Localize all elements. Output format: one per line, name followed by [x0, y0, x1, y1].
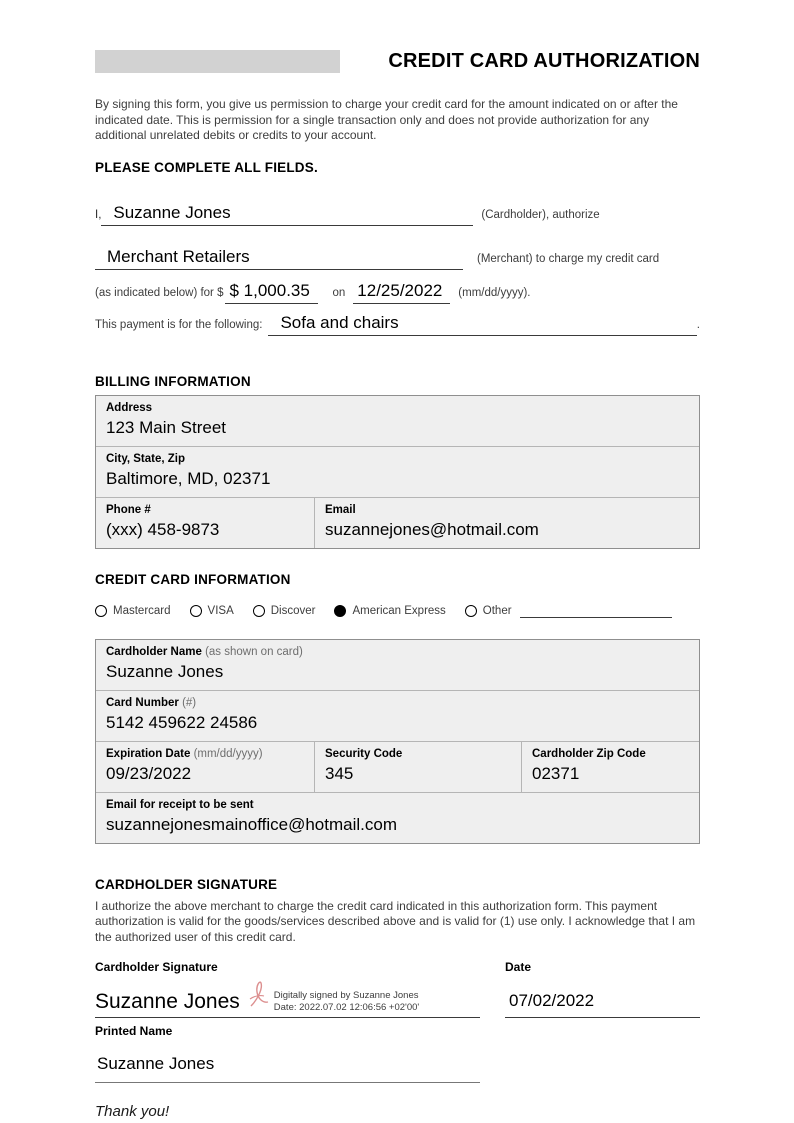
- card-number-value: 5142 459622 24586: [106, 712, 258, 732]
- table-row: [96, 741, 699, 792]
- printed-name-label: Printed Name: [95, 1024, 173, 1038]
- digital-signature-line2: Date: 2022.07.02 12:06:56 +02'00': [273, 1002, 420, 1013]
- digital-signature-text: [274, 990, 419, 1014]
- zip-code-label: Cardholder Zip Code: [532, 747, 646, 760]
- email-cell[interactable]: [314, 498, 699, 548]
- address-cell[interactable]: [96, 396, 699, 446]
- payment-for-label: This payment is for the following:: [95, 318, 263, 331]
- amount-line: [95, 281, 700, 304]
- merchant-name-field[interactable]: Merchant Retailers: [95, 247, 463, 270]
- cardholder-name-field[interactable]: Suzanne Jones: [101, 203, 473, 226]
- radio-icon[interactable]: [95, 605, 107, 617]
- payment-for-line: [95, 313, 700, 336]
- phone-cell[interactable]: [96, 498, 314, 548]
- cardholder-name-label: [106, 645, 689, 659]
- radio-label: VISA: [207, 604, 234, 617]
- radio-label: American Express: [352, 604, 446, 617]
- printed-name-value: Suzanne Jones: [97, 1054, 215, 1073]
- radio-visa[interactable]: [190, 605, 234, 617]
- signature-labels-row: [95, 960, 700, 974]
- radio-american-express[interactable]: [334, 605, 445, 617]
- email-value: suzannejones@hotmail.com: [325, 519, 539, 539]
- radio-label: Discover: [270, 604, 316, 617]
- receipt-email-value: suzannejonesmainoffice@hotmail.com: [106, 814, 397, 834]
- expiration-date-cell[interactable]: [96, 742, 314, 792]
- logo-placeholder: [95, 50, 340, 73]
- radio-icon[interactable]: [334, 605, 346, 617]
- amount-prefix: (as indicated below) for $: [95, 286, 224, 299]
- digital-signature-line1: Digitally signed by Suzanne Jones: [273, 990, 419, 1001]
- radio-icon[interactable]: [253, 605, 265, 617]
- phone-value: (xxx) 458-9873: [106, 519, 220, 539]
- table-row: [96, 792, 699, 843]
- amount-field[interactable]: $ 1,000.35: [225, 281, 318, 304]
- radio-icon[interactable]: [190, 605, 202, 617]
- printed-name-field[interactable]: [95, 1054, 480, 1083]
- receipt-email-cell[interactable]: [96, 793, 699, 843]
- label-note: (as shown on card): [205, 645, 303, 658]
- page-title: CREDIT CARD AUTHORIZATION: [388, 50, 700, 72]
- expiration-date-value: 09/23/2022: [106, 763, 192, 783]
- trailing-period: .: [696, 318, 700, 331]
- card-number-cell[interactable]: [96, 691, 699, 741]
- radio-icon[interactable]: [465, 605, 477, 617]
- security-code-cell[interactable]: [314, 742, 521, 792]
- signature-terms: I authorize the above merchant to charge the credit card indicated in this authorization form. This payment authorization is valid for the goods/services described above and is valid for (1) use only. I acknowledge that I am the authorized user of this credit card.: [95, 898, 696, 944]
- card-type-radio-group: [95, 604, 700, 618]
- label-text: Cardholder Name: [106, 645, 202, 658]
- cardholder-signature-label: Cardholder Signature: [95, 960, 218, 974]
- radio-mastercard[interactable]: [95, 605, 171, 617]
- table-row: [96, 497, 699, 548]
- payment-description-field[interactable]: Sofa and chairs: [268, 313, 696, 336]
- card-info-table: [95, 639, 700, 844]
- expiration-date-label: [106, 747, 304, 761]
- billing-heading: BILLING INFORMATION: [95, 373, 251, 389]
- city-state-zip-cell[interactable]: [96, 447, 699, 497]
- label-note: (mm/dd/yyyy): [193, 747, 263, 760]
- radio-label: Other: [482, 604, 512, 617]
- intro-paragraph: By signing this form, you give us permission to charge your credit card for the amount indicated on or after the indicated date. This is permission for a single transaction only and does not provide authorization for any additional unrelated debits or credits to your account.: [95, 97, 678, 142]
- radio-discover[interactable]: [253, 605, 316, 617]
- table-row: [96, 640, 699, 690]
- label-text: Card Number: [106, 696, 179, 709]
- signature-heading: CARDHOLDER SIGNATURE: [95, 876, 278, 892]
- address-value: 123 Main Street: [106, 417, 227, 437]
- digital-signature-seal-icon: [248, 979, 270, 1014]
- signature-field[interactable]: [95, 979, 480, 1018]
- card-info-heading: CREDIT CARD INFORMATION: [95, 571, 291, 587]
- cardholder-name-cell[interactable]: [96, 640, 699, 690]
- table-row: [96, 446, 699, 497]
- zip-code-value: 02371: [532, 763, 580, 783]
- city-state-zip-label: City, State, Zip: [106, 452, 186, 465]
- date-value: 07/02/2022: [509, 991, 595, 1010]
- merchant-line: [95, 247, 700, 270]
- date-label: Date: [505, 960, 532, 974]
- date-format-note: (mm/dd/yyyy).: [458, 286, 531, 299]
- complete-all-fields-note: PLEASE COMPLETE ALL FIELDS.: [95, 159, 318, 175]
- other-card-type-field[interactable]: [520, 604, 672, 618]
- radio-label: Mastercard: [113, 604, 171, 617]
- label-note: (#): [182, 696, 197, 709]
- card-number-label: [106, 696, 689, 710]
- billing-table: [95, 395, 700, 549]
- cardholder-line-prefix: I,: [95, 208, 102, 221]
- security-code-label: Security Code: [325, 747, 403, 760]
- cardholder-line: [95, 203, 700, 226]
- phone-label: Phone #: [106, 503, 151, 516]
- signature-row: [95, 979, 700, 1018]
- on-label: on: [332, 286, 346, 299]
- email-label: Email: [325, 503, 356, 516]
- cardholder-line-suffix: (Cardholder), authorize: [481, 208, 600, 221]
- charge-date-field[interactable]: 12/25/2022: [353, 281, 450, 304]
- date-field[interactable]: [505, 991, 700, 1018]
- merchant-line-suffix: (Merchant) to charge my credit card: [477, 252, 660, 265]
- receipt-email-label: Email for receipt to be sent: [106, 798, 254, 811]
- signature-name: Suzanne Jones: [95, 990, 240, 1013]
- address-label: Address: [106, 401, 153, 414]
- table-row: [96, 396, 699, 446]
- radio-other[interactable]: [465, 604, 672, 618]
- table-row: [96, 690, 699, 741]
- label-text: Expiration Date: [106, 747, 191, 760]
- cardholder-name-value: Suzanne Jones: [106, 661, 224, 681]
- zip-code-cell[interactable]: [521, 742, 701, 792]
- form-header: [95, 50, 700, 73]
- city-state-zip-value: Baltimore, MD, 02371: [106, 468, 271, 488]
- security-code-value: 345: [325, 763, 354, 783]
- thank-you-note: Thank you!: [95, 1103, 170, 1120]
